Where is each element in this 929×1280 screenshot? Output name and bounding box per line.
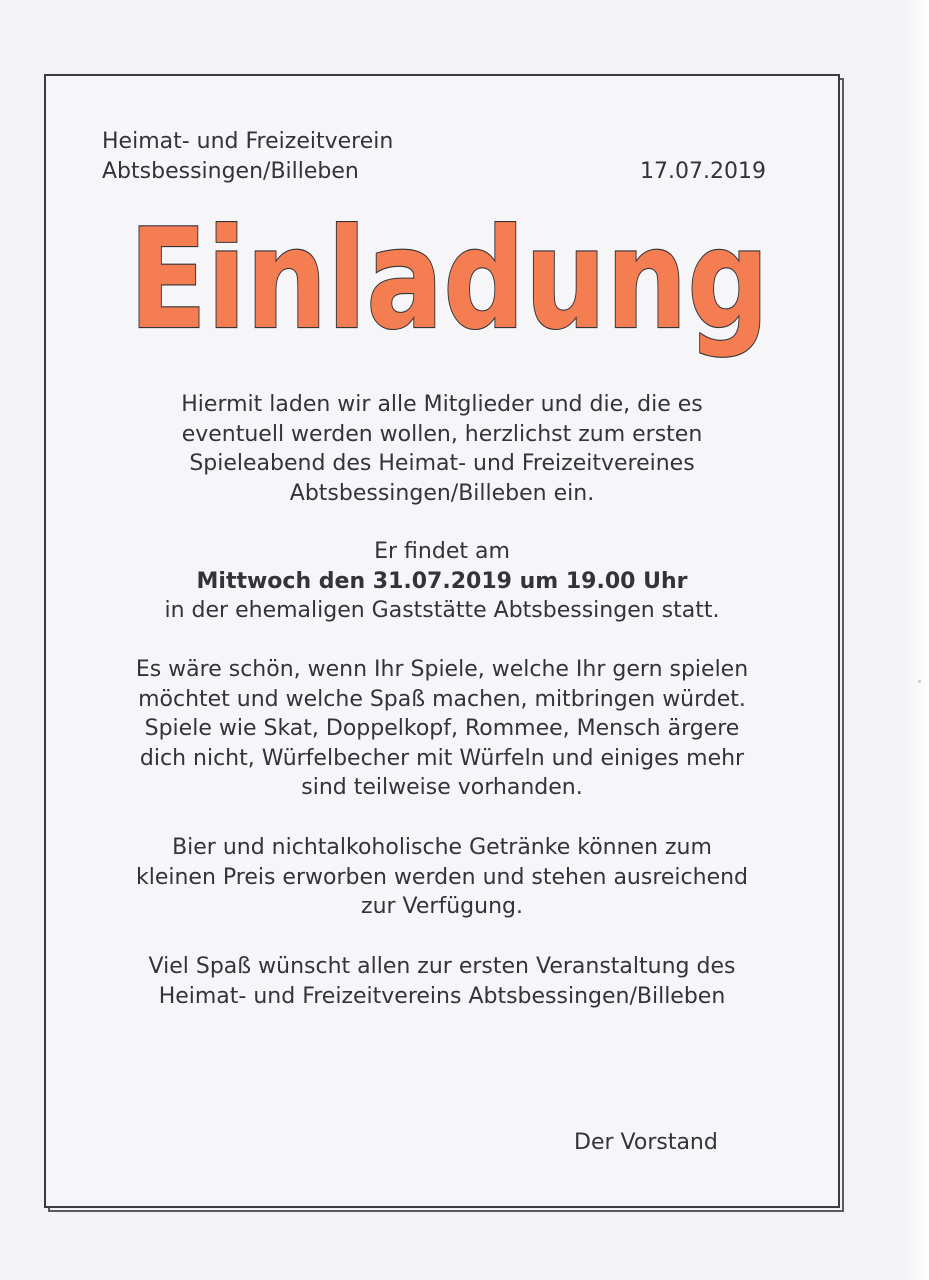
drinks-line: kleinen Preis erworben werden und stehen ausreichend [135,864,749,890]
drinks-paragraph [92,833,792,922]
org-name-line2: Abtsbessingen/Billeben [102,159,359,184]
closing-line: Heimat- und Freizeitvereins Abtsbessingen/Billeben [158,983,726,1009]
games-line: Spiele wie Skat, Doppelkopf, Rommee, Mensch ärgere [144,716,740,742]
intro-line: Hiermit laden wir alle Mitglieder und die, die es [181,392,703,417]
drinks-line: Bier und nichtalkoholische Getränke können zum [172,835,712,860]
closing-line: Viel Spaß wünscht allen zur ersten Veranstaltung des [148,954,736,979]
intro-paragraph [92,390,792,508]
document-date: 17.07.2019 [640,159,766,184]
invitation-title-text: Einladung [129,199,769,360]
games-paragraph [92,655,792,803]
closing-paragraph [92,952,792,1011]
intro-line: Spieleabend des Heimat- und Freizeitvereines [189,451,695,477]
signature: Der Vorstand [574,1130,718,1155]
games-line: dich nicht, Würfelbecher mit Würfeln und einiges mehr [139,745,745,771]
drinks-line: zur Verfügung. [361,894,523,920]
intro-line: eventuell werden wollen, herzlichst zum ersten [181,421,703,447]
event-date-time: Mittwoch den 31.07.2019 um 19.00 Uhr [196,568,688,594]
games-line: Es wäre schön, wenn Ihr Spiele, welche Ihr gern spielen [135,657,749,682]
intro-line: Abtsbessingen/Billeben ein. [289,480,595,506]
event-location: in der ehemaligen Gaststätte Abtsbessingen statt. [164,598,720,624]
invitation-title [124,199,774,360]
games-line: sind teilweise vorhanden. [301,775,583,801]
org-name-line1: Heimat- und Freizeitverein [102,129,394,154]
scan-speck [918,680,921,683]
event-details [92,537,792,626]
event-intro-line: Er findet am [374,539,510,564]
scan-edge [903,0,929,1280]
games-line: möchtet und welche Spaß machen, mitbringen würdet. [138,686,746,712]
